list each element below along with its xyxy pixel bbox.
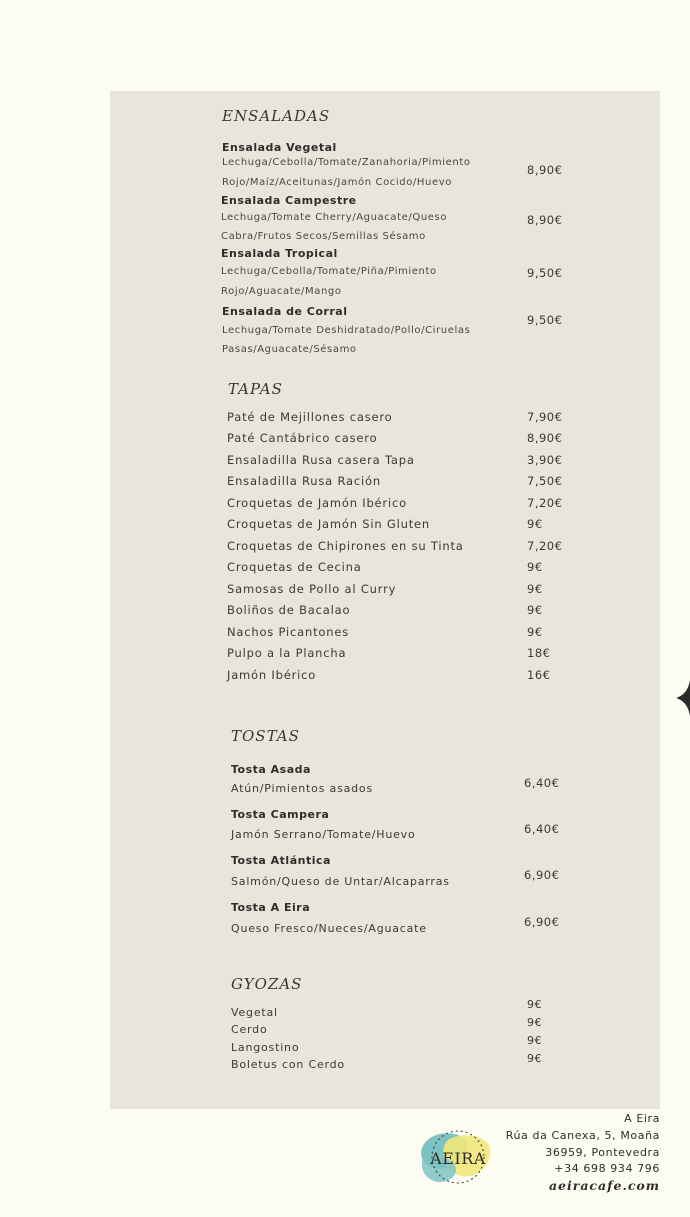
gyoza-name: Vegetal [231, 1006, 278, 1019]
section-title-tostas: TOSTAS [231, 727, 300, 745]
tapa-name: Croquetas de Cecina [227, 560, 362, 574]
tapa-price: 9€ [527, 582, 543, 596]
tapa-name: Nachos Picantones [227, 625, 349, 639]
ensalada-price: 8,90€ [527, 213, 563, 227]
aeira-logo [418, 1126, 498, 1188]
section-title-ensaladas: ENSALADAS [222, 107, 331, 125]
section-title-tapas: TAPAS [228, 380, 283, 398]
tapa-name: Jamón Ibérico [227, 668, 317, 682]
ensalada-price: 9,50€ [527, 313, 563, 327]
tosta-name: Tosta Atlántica [231, 854, 331, 867]
tapa-name: Croquetas de Jamón Ibérico [227, 496, 407, 510]
tapa-price: 16€ [527, 668, 551, 682]
tosta-price: 6,40€ [524, 822, 560, 836]
ensalada-name: Ensalada Vegetal [222, 141, 337, 154]
tosta-price: 6,40€ [524, 776, 560, 790]
tapa-price: 3,90€ [527, 453, 563, 467]
tosta-desc: Queso Fresco/Nueces/Aguacate [231, 922, 427, 935]
ensalada-name: Ensalada Tropical [221, 247, 338, 260]
tapa-name: Croquetas de Jamón Sin Gluten [227, 517, 430, 531]
gyoza-name: Boletus con Cerdo [231, 1058, 345, 1071]
tapa-price: 18€ [527, 646, 551, 660]
tapa-name: Croquetas de Chipirones en su Tinta [227, 539, 464, 553]
tosta-desc: Jamón Serrano/Tomate/Huevo [231, 828, 416, 841]
tosta-desc: Salmón/Queso de Untar/Alcaparras [231, 875, 450, 888]
chevron-left-icon[interactable] [674, 680, 690, 716]
tosta-name: Tosta A Eira [231, 901, 311, 914]
menu-paper [110, 91, 660, 1109]
ensalada-name: Ensalada Campestre [221, 194, 357, 207]
gyoza-price: 9€ [527, 1034, 542, 1047]
gyoza-price: 9€ [527, 1016, 542, 1029]
ensalada-name: Ensalada de Corral [222, 305, 348, 318]
ensalada-price: 9,50€ [527, 266, 563, 280]
ensalada-desc: Rojo/Aguacate/Mango [221, 286, 342, 297]
tapa-price: 7,90€ [527, 410, 563, 424]
tapa-price: 7,50€ [527, 474, 563, 488]
ensalada-desc: Cabra/Frutos Secos/Semillas Sésamo [221, 231, 426, 242]
tapa-price: 9€ [527, 517, 543, 531]
ensalada-desc: Pasas/Aguacate/Sésamo [222, 344, 357, 355]
tapa-price: 9€ [527, 625, 543, 639]
tapa-name: Ensaladilla Rusa Ración [227, 474, 381, 488]
tapa-price: 9€ [527, 603, 543, 617]
tapa-price: 8,90€ [527, 431, 563, 445]
footer-website-link[interactable]: aeiracafe.com [548, 1178, 660, 1193]
tapa-name: Pulpo a la Plancha [227, 646, 347, 660]
tosta-price: 6,90€ [524, 868, 560, 882]
ensalada-desc: Lechuga/Cebolla/Tomate/Zanahoria/Pimiento [222, 157, 471, 168]
tapa-name: Boliños de Bacalao [227, 603, 351, 617]
tapa-price: 7,20€ [527, 496, 563, 510]
section-title-gyozas: GYOZAS [231, 975, 303, 993]
ensalada-desc: Lechuga/Cebolla/Tomate/Piña/Pimiento [221, 266, 437, 277]
footer-phone[interactable]: +34 698 934 796 [554, 1162, 660, 1175]
ensalada-desc: Lechuga/Tomate Deshidratado/Pollo/Ciruelas [222, 325, 471, 336]
gyoza-name: Langostino [231, 1041, 300, 1054]
tapa-price: 9€ [527, 560, 543, 574]
ensalada-price: 8,90€ [527, 163, 563, 177]
tapa-name: Paté de Mejillones casero [227, 410, 393, 424]
tosta-name: Tosta Campera [231, 808, 330, 821]
ensalada-desc: Rojo/Maíz/Aceitunas/Jamón Cocido/Huevo [222, 177, 452, 188]
svg-text:AEIRA: AEIRA [430, 1149, 486, 1168]
tapa-name: Paté Cantábrico casero [227, 431, 378, 445]
footer-street: Rúa da Canexa, 5, Moaña [505, 1129, 660, 1142]
gyoza-name: Cerdo [231, 1023, 268, 1036]
tosta-price: 6,90€ [524, 915, 560, 929]
ensalada-desc: Lechuga/Tomate Cherry/Aguacate/Queso [221, 212, 448, 223]
tapa-name: Ensaladilla Rusa casera Tapa [227, 453, 415, 467]
tosta-name: Tosta Asada [231, 763, 311, 776]
gyoza-price: 9€ [527, 1052, 542, 1065]
tosta-desc: Atún/Pimientos asados [231, 782, 373, 795]
tapa-price: 7,20€ [527, 539, 563, 553]
footer-name: A Eira [624, 1112, 660, 1125]
footer-city: 36959, Pontevedra [545, 1146, 660, 1159]
gyoza-price: 9€ [527, 998, 542, 1011]
tapa-name: Samosas de Pollo al Curry [227, 582, 397, 596]
